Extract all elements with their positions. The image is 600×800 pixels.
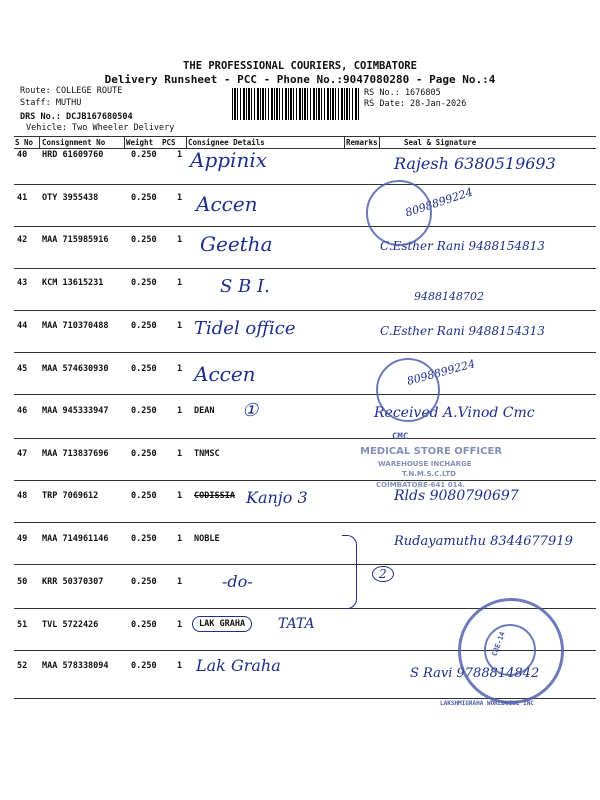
weight-cell: 0.250 (131, 321, 157, 331)
handwritten-consignee: Kanjo 3 (246, 488, 308, 507)
handwritten-consignee: Appinix (190, 148, 268, 172)
consignment-cell: HRD 61609760 (42, 150, 104, 160)
consignment-cell: TVL 5722426 (42, 620, 99, 630)
company-title: THE PROFESSIONAL COURIERS, COIMBATORE (183, 60, 417, 72)
consignment-cell: MAA 578338094 (42, 661, 109, 671)
handwritten-consignee: TATA (278, 616, 315, 632)
circled-count: 2 (372, 566, 394, 582)
handwritten-signature: Rudayamuthu 8344677919 (394, 534, 573, 549)
weight-cell: 0.250 (131, 364, 157, 374)
sno-cell: 52 (17, 661, 28, 671)
staff-label: Staff: MUTHU (20, 98, 82, 108)
handwritten-consignee: Geetha (200, 232, 273, 256)
handwritten-signature: S Ravi 9788814842 (410, 666, 540, 681)
consignment-cell: KRR 50370307 (42, 577, 104, 587)
rs-date: RS Date: 28-Jan-2026 (364, 99, 467, 109)
sno-cell: 42 (17, 235, 28, 245)
handwritten-consignee: Accen (194, 362, 256, 386)
pcs-cell: 1 (177, 321, 183, 331)
handwritten-consignee: Accen (196, 192, 258, 216)
col-header-sno: S No (15, 138, 34, 147)
pcs-cell: 1 (177, 449, 183, 459)
sno-cell: 50 (17, 577, 28, 587)
col-header-consignee: Consignee Details (188, 138, 265, 147)
weight-cell: 0.250 (131, 449, 157, 459)
handwritten-consignee: S B I. (220, 276, 270, 297)
runsheet-subtitle: Delivery Runsheet - PCC - Phone No.:9047080280 - Page No.:4 (104, 73, 496, 86)
handwritten-signature: Rajesh 6380519693 (394, 154, 556, 173)
sno-cell: 46 (17, 406, 28, 416)
consignee-cell: TNMSC (194, 449, 220, 459)
col-header-seal: Seal & Signature (404, 138, 477, 147)
drs-number: DRS No.: DCJB167680504 (20, 112, 133, 122)
consignment-cell: MAA 574630930 (42, 364, 109, 374)
consignment-cell: MAA 713837696 (42, 449, 109, 459)
pcs-cell: 1 (177, 150, 183, 160)
handwritten-signature: 8098899224 (403, 185, 475, 220)
handwritten-consignee: -do- (222, 572, 253, 591)
sno-cell: 40 (17, 150, 28, 160)
vehicle-label: Vehicle: Two Wheeler Delivery (26, 123, 175, 133)
pcs-cell: 1 (177, 364, 183, 374)
weight-cell: 0.250 (131, 235, 157, 245)
weight-cell: 0.250 (131, 577, 157, 587)
row-divider (14, 394, 596, 395)
lakshmigraha-seal-text: LAKSHMIGRAHA WORLDWIDE INC (440, 700, 534, 707)
sno-cell: 48 (17, 491, 28, 501)
barcode (232, 88, 360, 120)
tnmsc-stamp: T.N.M.S.C.LTD (402, 470, 456, 478)
sno-cell: 49 (17, 534, 28, 544)
weight-cell: 0.250 (131, 491, 157, 501)
sno-cell: 51 (17, 620, 28, 630)
sno-cell: 45 (17, 364, 28, 374)
coimbatore-stamp: COIMBATORE-641 014. (376, 481, 465, 489)
col-divider (379, 136, 380, 148)
weight-cell: 0.250 (131, 193, 157, 203)
company-round-seal (376, 358, 440, 422)
row-divider (14, 480, 596, 481)
header-bottom-line (14, 148, 596, 149)
handwritten-signature: C.Esther Rani 9488154813 (380, 239, 545, 253)
col-divider (124, 136, 125, 148)
consignee-cell: DEAN (194, 406, 215, 416)
consignment-cell: MAA 714961146 (42, 534, 109, 544)
col-header-pcs: PCS (162, 138, 176, 147)
row-divider (14, 310, 596, 311)
handwritten-signature: 9488148702 (414, 290, 484, 303)
col-divider (344, 136, 345, 148)
consignment-cell: MAA 710370488 (42, 321, 109, 331)
col-header-weight: Weight (126, 138, 154, 147)
pcs-cell: 1 (177, 278, 183, 288)
company-round-seal (366, 180, 432, 246)
sno-cell: 41 (17, 193, 28, 203)
weight-cell: 0.250 (131, 661, 157, 671)
row-divider (14, 226, 596, 227)
medical-officer-stamp: MEDICAL STORE OFFICER (360, 446, 503, 457)
pcs-cell: 1 (177, 235, 183, 245)
handwritten-consignee: Tidel office (194, 318, 296, 339)
handwritten-signature: 8098899224 (405, 357, 477, 388)
pcs-cell: 1 (177, 620, 183, 630)
consignee-cell: CODISSIA (194, 491, 235, 501)
col-divider (186, 136, 187, 148)
table-top-line (14, 136, 596, 137)
sno-cell: 47 (17, 449, 28, 459)
row-divider (14, 438, 596, 439)
pcs-cell: 1 (177, 577, 183, 587)
handwritten-signature: Received A.Vinod Cmc (374, 405, 535, 421)
pcs-cell: 1 (177, 491, 183, 501)
consignment-cell: MAA 715985916 (42, 235, 109, 245)
sno-cell: 44 (17, 321, 28, 331)
rs-number: RS No.: 1676805 (364, 88, 441, 98)
pcs-cell: 1 (177, 534, 183, 544)
row-divider (14, 268, 596, 269)
weight-cell: 0.250 (131, 278, 157, 288)
consignment-cell: KCM 13615231 (42, 278, 104, 288)
handwritten-signature: Rlds 9080790697 (394, 488, 519, 504)
row-divider (14, 564, 596, 565)
weight-cell: 0.250 (131, 406, 157, 416)
sno-cell: 43 (17, 278, 28, 288)
col-header-remarks: Remarks (346, 138, 378, 147)
col-divider (39, 136, 40, 148)
row-divider (14, 184, 596, 185)
row-divider (14, 352, 596, 353)
lakshmigraha-seal-center: CBE-14 (490, 630, 507, 658)
handwritten-consignee: Lak Graha (196, 656, 281, 675)
handwritten-signature: C.Esther Rani 9488154313 (380, 324, 545, 338)
consignment-cell: OTY 3955438 (42, 193, 99, 203)
warehouse-stamp: WAREHOUSE INCHARGE (378, 460, 472, 468)
cmc-seal-label: CMC (392, 432, 409, 442)
pcs-cell: 1 (177, 193, 183, 203)
weight-cell: 0.250 (131, 150, 157, 160)
consignee-cell: NOBLE (194, 534, 220, 544)
col-header-consignment: Consignment No (42, 138, 106, 147)
row-divider (14, 522, 596, 523)
pcs-cell: 1 (177, 406, 183, 416)
weight-cell: 0.250 (131, 534, 157, 544)
consignment-cell: MAA 945333947 (42, 406, 109, 416)
weight-cell: 0.250 (131, 620, 157, 630)
handwritten-consignee: ① (242, 400, 259, 421)
route-label: Route: COLLEGE ROUTE (20, 86, 123, 96)
consignee-cell: LAK GRAHA (192, 616, 252, 632)
bracket-mark (342, 535, 357, 609)
pcs-cell: 1 (177, 661, 183, 671)
consignment-cell: TRP 7069612 (42, 491, 99, 501)
